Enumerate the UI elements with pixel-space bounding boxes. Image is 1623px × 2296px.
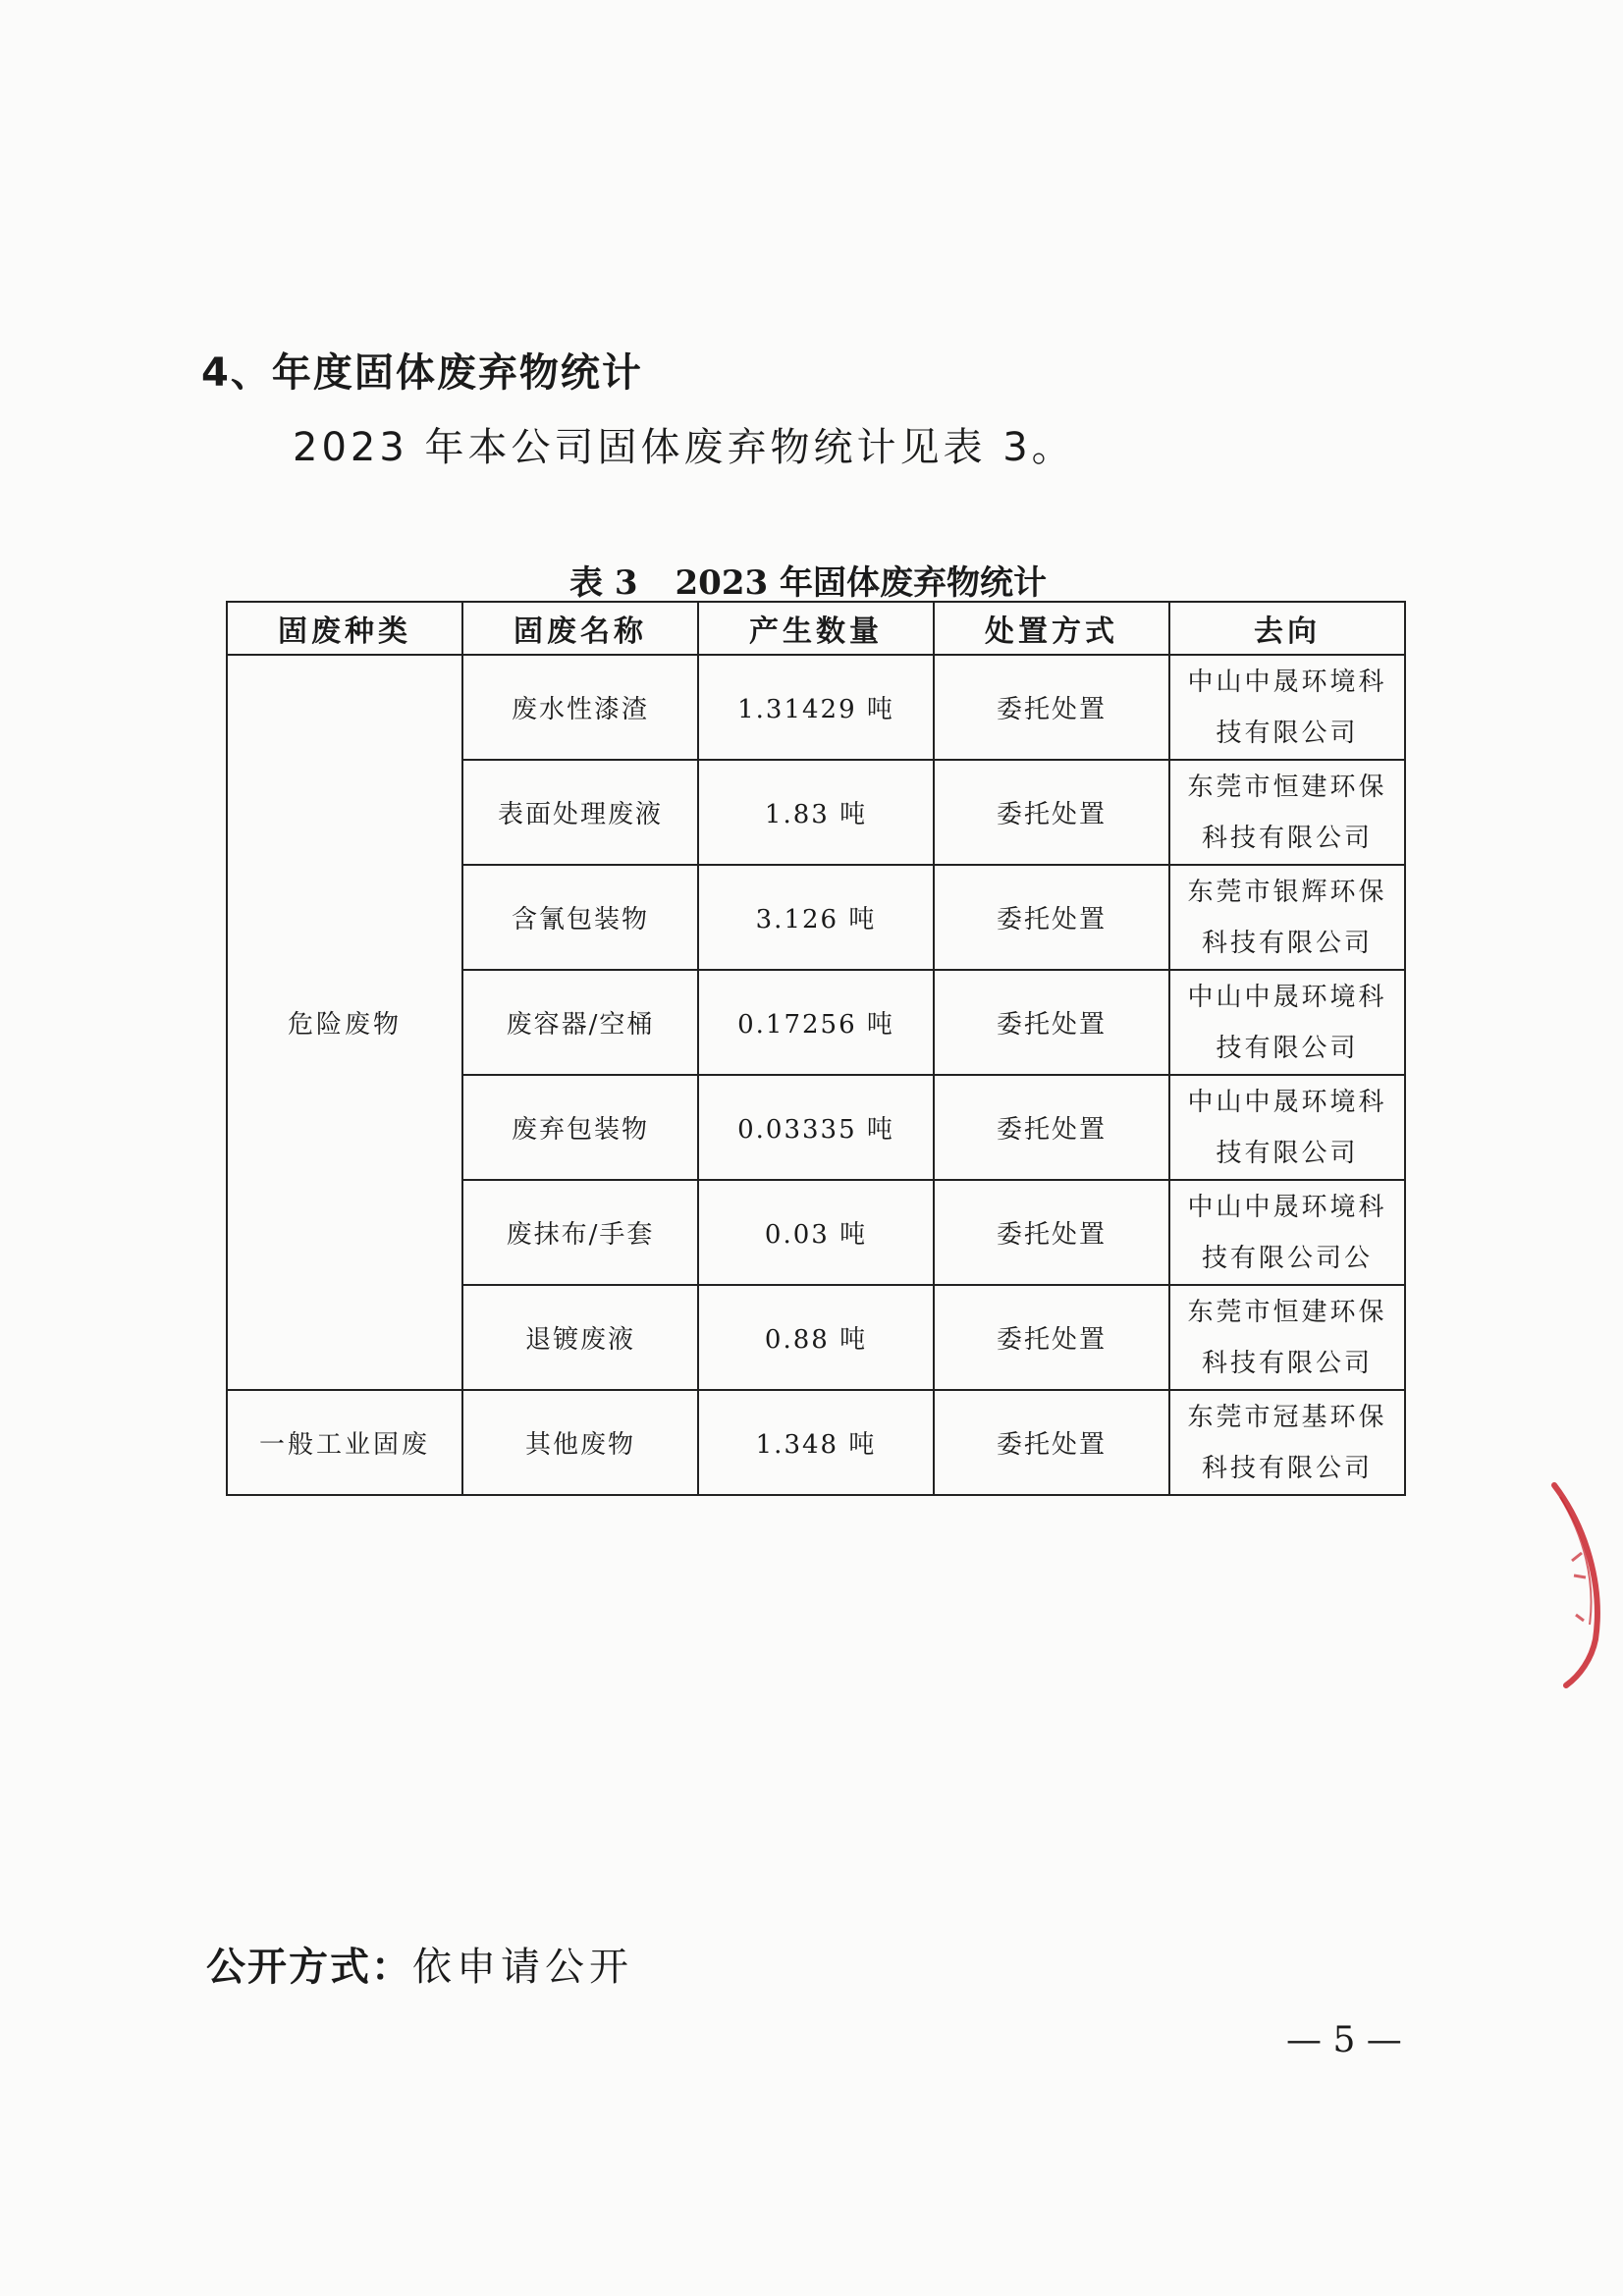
destination-line: 东莞市恒建环保 (1187, 1297, 1387, 1327)
destination-cell (1169, 655, 1405, 760)
waste-name-cell: 废容器/空桶 (462, 970, 698, 1075)
destination-cell (1169, 1285, 1405, 1390)
waste-name-cell: 退镀废液 (462, 1285, 698, 1390)
destination-line: 科技有限公司 (1201, 823, 1373, 853)
waste-name-cell: 其他废物 (462, 1390, 698, 1495)
waste-name-cell: 废抹布/手套 (462, 1180, 698, 1285)
disclosure-line (206, 1936, 633, 1992)
category-cell: 一般工业固废 (227, 1390, 462, 1495)
destination-cell (1169, 1075, 1405, 1180)
waste-name-cell: 表面处理废液 (462, 760, 698, 865)
table-caption-title: 2023 年固体废弃物统计 (675, 563, 1047, 603)
destination-line: 东莞市银辉环保 (1187, 877, 1387, 907)
header-category: 固废种类 (227, 602, 462, 655)
method-cell: 委托处置 (934, 1390, 1169, 1495)
method-cell: 委托处置 (934, 1180, 1169, 1285)
method-cell: 委托处置 (934, 760, 1169, 865)
waste-name-cell: 含氰包装物 (462, 865, 698, 970)
quantity-cell: 0.03335 吨 (698, 1075, 934, 1180)
quantity-cell: 3.126 吨 (698, 865, 934, 970)
method-cell: 委托处置 (934, 655, 1169, 760)
method-cell: 委托处置 (934, 1075, 1169, 1180)
table-row (227, 655, 1405, 760)
waste-statistics-table (226, 601, 1406, 1496)
destination-cell (1169, 970, 1405, 1075)
quantity-cell: 1.83 吨 (698, 760, 934, 865)
quantity-cell: 0.88 吨 (698, 1285, 934, 1390)
header-destination: 去向 (1169, 602, 1405, 655)
destination-cell (1169, 865, 1405, 970)
destination-line: 东莞市恒建环保 (1187, 772, 1387, 802)
section-heading: 4、年度固体废弃物统计 (201, 350, 643, 396)
table-header-row (227, 602, 1405, 655)
quantity-cell: 1.348 吨 (698, 1390, 934, 1495)
destination-cell (1169, 1180, 1405, 1285)
table-row (227, 1390, 1405, 1495)
method-cell: 委托处置 (934, 970, 1169, 1075)
destination-line: 东莞市冠基环保 (1187, 1402, 1387, 1432)
disclosure-value: 依申请公开 (412, 1945, 633, 1990)
header-name: 固废名称 (462, 602, 698, 655)
disclosure-label: 公开方式： (206, 1945, 412, 1990)
red-seal-fragment (1546, 1468, 1615, 1693)
destination-line: 技有限公司 (1216, 1138, 1359, 1168)
destination-line: 中山中晟环境科 (1187, 1192, 1387, 1222)
intro-paragraph: 2023 年本公司固体废弃物统计见表 3。 (293, 425, 1075, 470)
destination-line: 中山中晟环境科 (1187, 667, 1387, 697)
destination-line: 科技有限公司 (1201, 1453, 1373, 1483)
destination-line: 中山中晟环境科 (1187, 982, 1387, 1012)
table-caption (569, 556, 1047, 604)
quantity-cell: 1.31429 吨 (698, 655, 934, 760)
destination-cell (1169, 760, 1405, 865)
method-cell: 委托处置 (934, 865, 1169, 970)
destination-line: 中山中晟环境科 (1187, 1087, 1387, 1117)
waste-name-cell: 废弃包装物 (462, 1075, 698, 1180)
destination-line: 技有限公司 (1216, 1033, 1359, 1063)
quantity-cell: 0.17256 吨 (698, 970, 934, 1075)
page-number: — 5 — (1286, 2020, 1402, 2060)
destination-line: 技有限公司公 (1201, 1243, 1373, 1273)
category-cell: 危险废物 (227, 655, 462, 1390)
destination-line: 科技有限公司 (1201, 928, 1373, 958)
table-caption-number: 表 3 (569, 563, 638, 603)
destination-line: 技有限公司 (1216, 718, 1359, 748)
header-method: 处置方式 (934, 602, 1169, 655)
waste-name-cell: 废水性漆渣 (462, 655, 698, 760)
method-cell: 委托处置 (934, 1285, 1169, 1390)
destination-line: 科技有限公司 (1201, 1348, 1373, 1378)
header-quantity: 产生数量 (698, 602, 934, 655)
quantity-cell: 0.03 吨 (698, 1180, 934, 1285)
destination-cell (1169, 1390, 1405, 1495)
